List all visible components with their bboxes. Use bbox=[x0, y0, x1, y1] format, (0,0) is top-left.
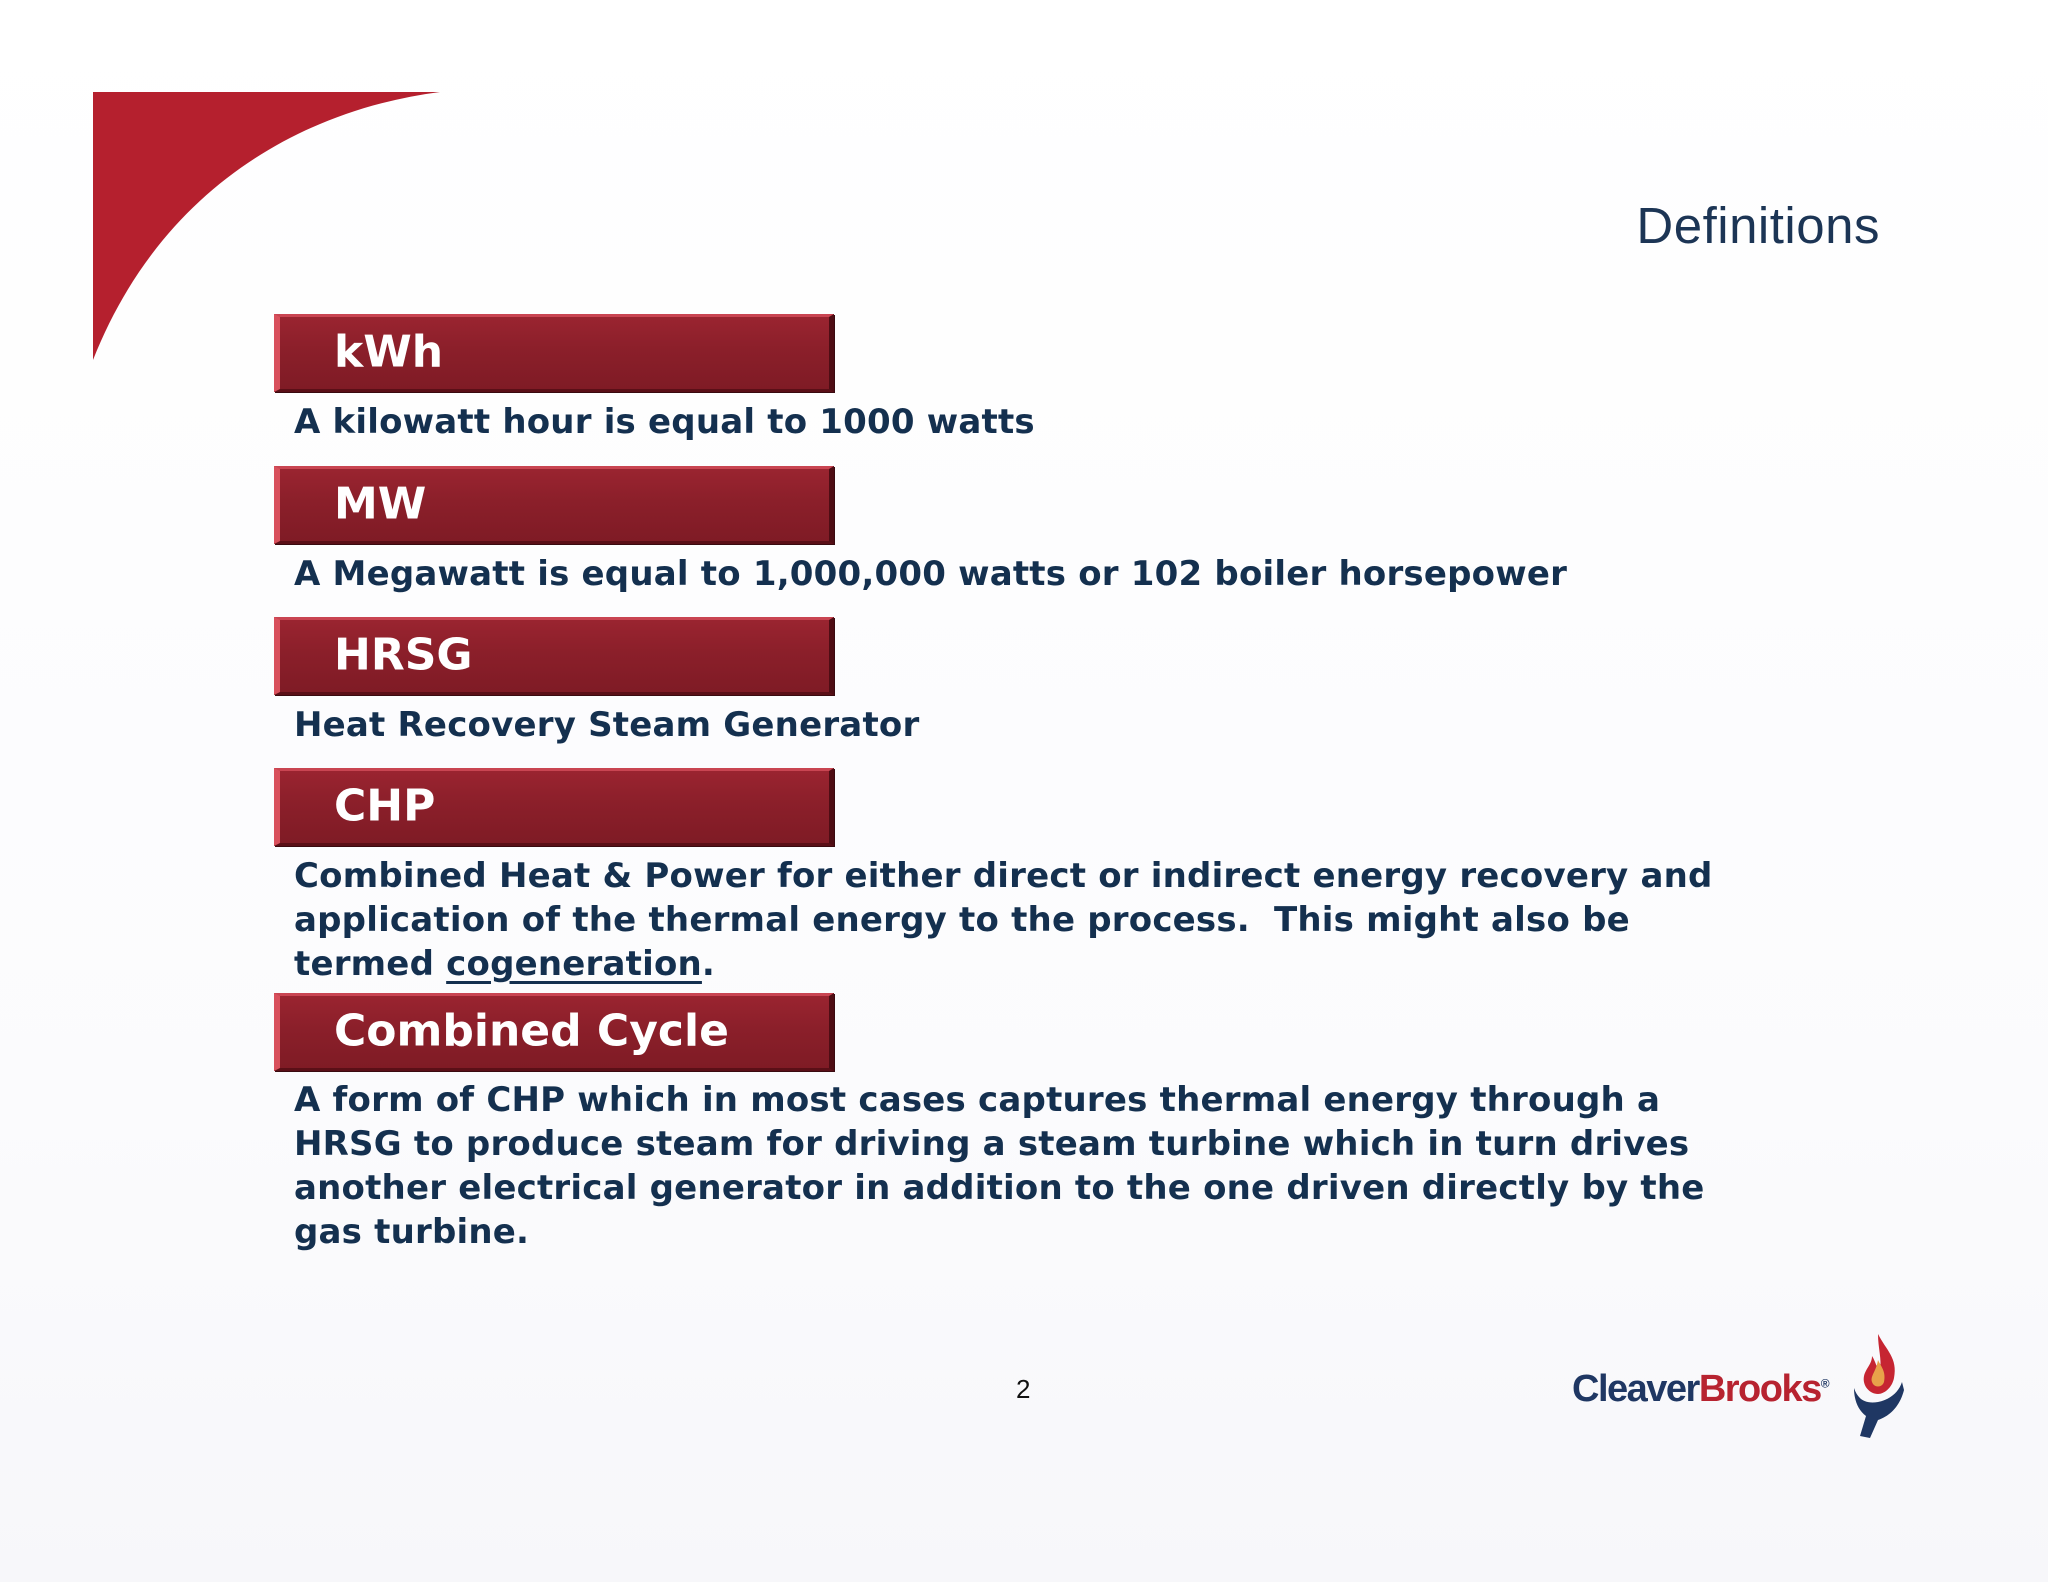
logo-text-part2: Brooks bbox=[1698, 1368, 1821, 1410]
term-label: HRSG bbox=[334, 629, 473, 681]
term-bar-mw bbox=[274, 466, 834, 544]
flame-in-hand-icon bbox=[1848, 1330, 1908, 1440]
company-logo bbox=[1572, 1330, 1912, 1440]
definition-combined-cycle bbox=[294, 1078, 1794, 1254]
term-bar-chp bbox=[274, 768, 834, 846]
definition-line bbox=[294, 942, 1794, 986]
definition-chp bbox=[294, 854, 1794, 986]
term-label: kWh bbox=[334, 326, 444, 378]
definition-text: termed bbox=[294, 944, 447, 984]
logo-wordmark bbox=[1572, 1368, 1828, 1411]
logo-text-part1: Cleaver bbox=[1572, 1368, 1699, 1410]
definition-line: HRSG to produce steam for driving a steam turbine which in turn drives bbox=[294, 1124, 1690, 1164]
definition-line: another electrical generator in addition to the one driven directly by the bbox=[294, 1168, 1705, 1208]
cogeneration-term: cogeneration bbox=[446, 944, 702, 984]
slide-title: Definitions bbox=[1636, 197, 1880, 254]
definition-kwh: A kilowatt hour is equal to 1000 watts bbox=[294, 402, 1035, 442]
definition-text: . bbox=[701, 944, 716, 984]
page-number: 2 bbox=[1016, 1374, 1031, 1404]
definition-line: A form of CHP which in most cases captures thermal energy through a bbox=[294, 1080, 1661, 1120]
term-bar-kwh bbox=[274, 314, 834, 392]
definition-line: Combined Heat & Power for either direct or indirect energy recovery and bbox=[294, 856, 1713, 896]
term-label: CHP bbox=[334, 780, 436, 832]
definition-mw: A Megawatt is equal to 1,000,000 watts or 102 boiler horsepower bbox=[294, 554, 1568, 594]
term-bar-hrsg bbox=[274, 617, 834, 695]
term-bar-combined-cycle bbox=[274, 993, 834, 1071]
definition-hrsg: Heat Recovery Steam Generator bbox=[294, 705, 920, 745]
definition-line: gas turbine. bbox=[294, 1212, 530, 1252]
term-label: Combined Cycle bbox=[334, 1005, 729, 1057]
registered-mark: ® bbox=[1820, 1376, 1829, 1391]
definition-line: application of the thermal energy to the process. This might also be bbox=[294, 900, 1630, 940]
term-label: MW bbox=[334, 478, 427, 530]
